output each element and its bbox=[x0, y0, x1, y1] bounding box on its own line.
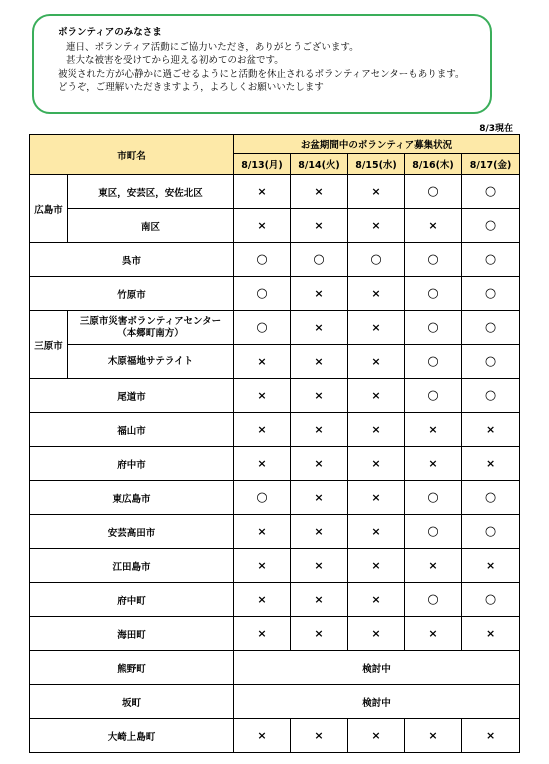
date-header: 8/17(金) bbox=[462, 154, 520, 175]
not-accepting-mark: × bbox=[234, 549, 291, 583]
not-accepting-mark: × bbox=[234, 379, 291, 413]
table-row bbox=[30, 719, 520, 753]
table-row bbox=[30, 685, 520, 719]
accepting-mark: ○ bbox=[462, 379, 520, 413]
not-accepting-mark: × bbox=[348, 515, 405, 549]
table-row bbox=[30, 345, 520, 379]
not-accepting-mark: × bbox=[462, 719, 520, 753]
muni-name: 江田島市 bbox=[30, 549, 234, 583]
not-accepting-mark: × bbox=[234, 175, 291, 209]
notice-line-3: 被災された方が心静かに過ごせるようにと活動を休止されるボランティアセンターもあります。 bbox=[58, 68, 465, 80]
muni-name: 広島市 bbox=[30, 175, 68, 243]
not-accepting-mark: × bbox=[405, 719, 462, 753]
table-row bbox=[30, 515, 520, 549]
not-accepting-mark: × bbox=[405, 413, 462, 447]
muni-name: 坂町 bbox=[30, 685, 234, 719]
table-row bbox=[30, 175, 520, 209]
accepting-mark: ○ bbox=[405, 345, 462, 379]
not-accepting-mark: × bbox=[462, 617, 520, 651]
not-accepting-mark: × bbox=[348, 549, 405, 583]
table-row bbox=[30, 651, 520, 685]
not-accepting-mark: × bbox=[405, 549, 462, 583]
table-row bbox=[30, 617, 520, 651]
not-accepting-mark: × bbox=[291, 617, 348, 651]
accepting-mark: ○ bbox=[405, 515, 462, 549]
accepting-mark: ○ bbox=[462, 311, 520, 345]
not-accepting-mark: × bbox=[348, 719, 405, 753]
not-accepting-mark: × bbox=[234, 583, 291, 617]
muni-name: 東広島市 bbox=[30, 481, 234, 515]
date-header: 8/13(月) bbox=[234, 154, 291, 175]
notice-box bbox=[32, 14, 492, 114]
not-accepting-mark: × bbox=[234, 719, 291, 753]
not-accepting-mark: × bbox=[348, 175, 405, 209]
table-row bbox=[30, 413, 520, 447]
accepting-mark: ○ bbox=[462, 583, 520, 617]
table-row bbox=[30, 209, 520, 243]
date-header: 8/16(木) bbox=[405, 154, 462, 175]
accepting-mark: ○ bbox=[405, 311, 462, 345]
table-row bbox=[30, 311, 520, 345]
accepting-mark: ○ bbox=[462, 345, 520, 379]
accepting-mark: ○ bbox=[405, 277, 462, 311]
not-accepting-mark: × bbox=[405, 447, 462, 481]
not-accepting-mark: × bbox=[291, 175, 348, 209]
not-accepting-mark: × bbox=[291, 311, 348, 345]
not-accepting-mark: × bbox=[462, 447, 520, 481]
muni-name: 呉市 bbox=[30, 243, 234, 277]
not-accepting-mark: × bbox=[291, 209, 348, 243]
not-accepting-mark: × bbox=[462, 549, 520, 583]
muni-name: 安芸高田市 bbox=[30, 515, 234, 549]
not-accepting-mark: × bbox=[234, 209, 291, 243]
date-header: 8/15(水) bbox=[348, 154, 405, 175]
table-row bbox=[30, 447, 520, 481]
table-row bbox=[30, 277, 520, 311]
table-row bbox=[30, 243, 520, 277]
accepting-mark: ○ bbox=[234, 243, 291, 277]
not-accepting-mark: × bbox=[291, 549, 348, 583]
accepting-mark: ○ bbox=[291, 243, 348, 277]
not-accepting-mark: × bbox=[291, 719, 348, 753]
not-accepting-mark: × bbox=[291, 277, 348, 311]
accepting-mark: ○ bbox=[462, 175, 520, 209]
notice-title: ボランティアのみなさま bbox=[58, 27, 162, 38]
not-accepting-mark: × bbox=[348, 311, 405, 345]
not-accepting-mark: × bbox=[291, 413, 348, 447]
accepting-mark: ○ bbox=[234, 311, 291, 345]
not-accepting-mark: × bbox=[348, 277, 405, 311]
accepting-mark: ○ bbox=[405, 175, 462, 209]
not-accepting-mark: × bbox=[291, 481, 348, 515]
muni-name: 尾道市 bbox=[30, 379, 234, 413]
not-accepting-mark: × bbox=[348, 447, 405, 481]
muni-name: 熊野町 bbox=[30, 651, 234, 685]
table-row bbox=[30, 583, 520, 617]
accepting-mark: ○ bbox=[348, 243, 405, 277]
accepting-mark: ○ bbox=[462, 209, 520, 243]
sub-area-name: 三原市災害ボランティアセンター （本郷町南方） bbox=[68, 311, 234, 345]
not-accepting-mark: × bbox=[291, 515, 348, 549]
not-accepting-mark: × bbox=[234, 617, 291, 651]
accepting-mark: ○ bbox=[234, 277, 291, 311]
muni-name: 府中市 bbox=[30, 447, 234, 481]
not-accepting-mark: × bbox=[348, 209, 405, 243]
table-row bbox=[30, 379, 520, 413]
status-header: お盆期間中のボランティア募集状況 bbox=[234, 135, 520, 154]
not-accepting-mark: × bbox=[348, 583, 405, 617]
notice-line-4: どうぞ，ご理解いただきますよう，よろしくお願いいたします bbox=[58, 82, 324, 93]
not-accepting-mark: × bbox=[291, 379, 348, 413]
accepting-mark: ○ bbox=[405, 379, 462, 413]
accepting-mark: ○ bbox=[462, 481, 520, 515]
muni-name: 三原市 bbox=[30, 311, 68, 379]
not-accepting-mark: × bbox=[234, 345, 291, 379]
sub-area-name: 木原福地サテライト bbox=[68, 345, 234, 379]
not-accepting-mark: × bbox=[348, 617, 405, 651]
sub-area-name: 南区 bbox=[68, 209, 234, 243]
volunteer-status-table bbox=[29, 134, 520, 753]
not-accepting-mark: × bbox=[405, 617, 462, 651]
notice-line-2: 甚大な被害を受けてから迎える初めてのお盆です。 bbox=[66, 55, 284, 66]
not-accepting-mark: × bbox=[348, 413, 405, 447]
accepting-mark: ○ bbox=[405, 481, 462, 515]
under-review-cell: 検討中 bbox=[234, 651, 520, 685]
accepting-mark: ○ bbox=[405, 583, 462, 617]
muni-name: 府中町 bbox=[30, 583, 234, 617]
not-accepting-mark: × bbox=[348, 345, 405, 379]
accepting-mark: ○ bbox=[462, 243, 520, 277]
not-accepting-mark: × bbox=[291, 345, 348, 379]
muni-name: 海田町 bbox=[30, 617, 234, 651]
not-accepting-mark: × bbox=[291, 447, 348, 481]
not-accepting-mark: × bbox=[348, 481, 405, 515]
accepting-mark: ○ bbox=[462, 277, 520, 311]
under-review-cell: 検討中 bbox=[234, 685, 520, 719]
not-accepting-mark: × bbox=[405, 209, 462, 243]
muni-header: 市町名 bbox=[30, 135, 234, 175]
muni-name: 大崎上島町 bbox=[30, 719, 234, 753]
date-header: 8/14(火) bbox=[291, 154, 348, 175]
not-accepting-mark: × bbox=[234, 413, 291, 447]
not-accepting-mark: × bbox=[348, 379, 405, 413]
sub-area-name: 東区，安芸区，安佐北区 bbox=[68, 175, 234, 209]
accepting-mark: ○ bbox=[405, 243, 462, 277]
notice-line-1: 連日、ボランティア活動にご協力いただき，ありがとうございます。 bbox=[66, 41, 359, 53]
accepting-mark: ○ bbox=[462, 515, 520, 549]
muni-name: 竹原市 bbox=[30, 277, 234, 311]
not-accepting-mark: × bbox=[462, 413, 520, 447]
as-of-date: 8/3現在 bbox=[479, 124, 513, 134]
table-body bbox=[30, 175, 520, 753]
not-accepting-mark: × bbox=[291, 583, 348, 617]
table-row bbox=[30, 481, 520, 515]
not-accepting-mark: × bbox=[234, 515, 291, 549]
muni-name: 福山市 bbox=[30, 413, 234, 447]
not-accepting-mark: × bbox=[234, 447, 291, 481]
accepting-mark: ○ bbox=[234, 481, 291, 515]
table-row bbox=[30, 549, 520, 583]
